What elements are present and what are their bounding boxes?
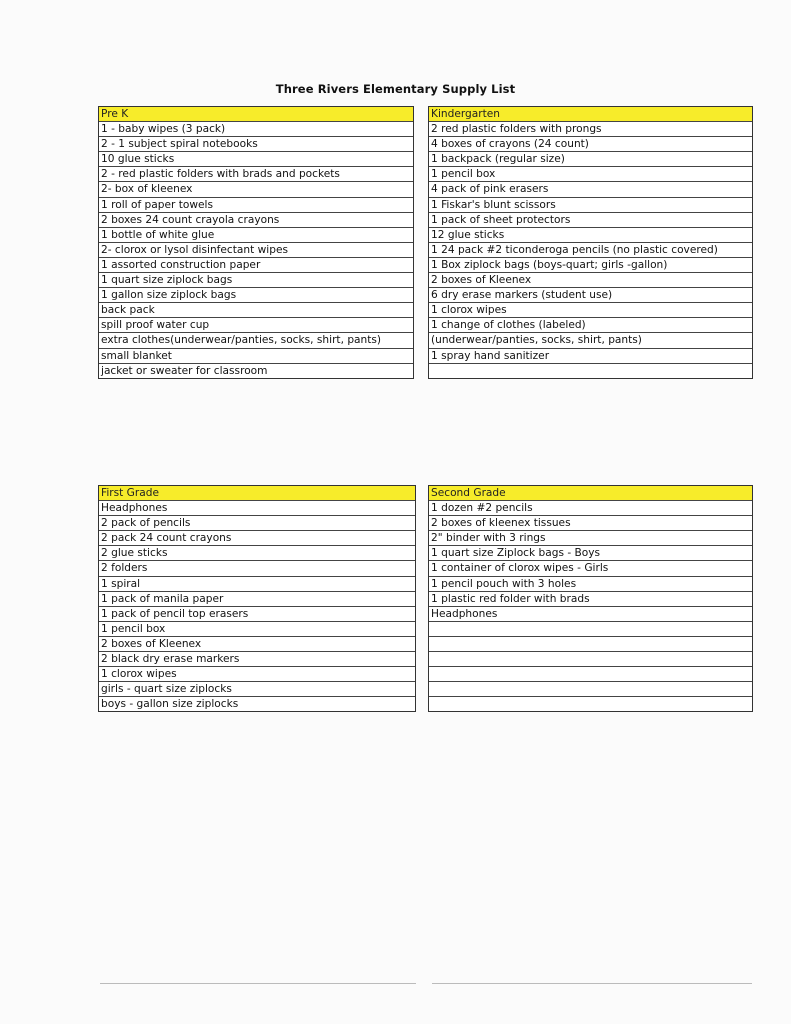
list-item: 1 change of clothes (labeled) — [429, 318, 752, 333]
list-item: 1 spiral — [99, 577, 415, 592]
list-item: 2 - red plastic folders with brads and pockets — [99, 167, 413, 182]
list-item — [429, 667, 752, 682]
list-item: 1 pencil box — [99, 622, 415, 637]
list-item: extra clothes(underwear/panties, socks, shirt, pants) — [99, 333, 413, 348]
list-item: 2 glue sticks — [99, 546, 415, 561]
list-item: 4 pack of pink erasers — [429, 182, 752, 197]
list-item: 2 boxes of kleenex tissues — [429, 516, 752, 531]
page-title: Three Rivers Elementary Supply List — [275, 82, 516, 96]
list-item: 1 assorted construction paper — [99, 258, 413, 273]
kindergarten-header: Kindergarten — [429, 107, 752, 122]
list-item — [429, 364, 752, 378]
list-item: 12 glue sticks — [429, 228, 752, 243]
list-item — [429, 652, 752, 667]
prek-header: Pre K — [99, 107, 413, 122]
first-grade-table — [98, 485, 416, 712]
list-item: boys - gallon size ziplocks — [101, 698, 239, 711]
footer-divider-left — [100, 983, 416, 984]
list-item: 1 pencil box — [429, 167, 752, 182]
list-item: 2" binder with 3 rings — [429, 531, 752, 546]
prek-table — [98, 106, 414, 379]
list-item: 2 pack of pencils — [99, 516, 415, 531]
list-item: girls - quart size ziplocks — [99, 682, 415, 697]
list-item: 10 glue sticks — [99, 152, 413, 167]
list-item: 1 bottle of white glue — [99, 228, 413, 243]
list-item: jacket or sweater for classroom — [101, 364, 268, 377]
list-item: (underwear/panties, socks, shirt, pants) — [429, 333, 752, 348]
list-item: 1 quart size ziplock bags — [99, 273, 413, 288]
list-item — [429, 637, 752, 652]
list-item: back pack — [99, 303, 413, 318]
list-item: 1 container of clorox wipes - Girls — [429, 561, 752, 576]
list-item: 1 dozen #2 pencils — [429, 501, 752, 516]
list-item: 1 Fiskar's blunt scissors — [429, 198, 752, 213]
list-item: 1 pack of sheet protectors — [429, 213, 752, 228]
list-item: 6 dry erase markers (student use) — [429, 288, 752, 303]
list-item: Headphones — [429, 607, 752, 622]
list-item: 2 black dry erase markers — [99, 652, 415, 667]
list-item: 1 pack of manila paper — [99, 592, 415, 607]
list-item: 1 clorox wipes — [99, 667, 415, 682]
list-item: 1 spray hand sanitizer — [429, 349, 752, 364]
list-item: 1 roll of paper towels — [99, 198, 413, 213]
first-grade-header: First Grade — [99, 486, 415, 501]
kindergarten-table — [428, 106, 753, 379]
list-item: 2 boxes 24 count crayola crayons — [99, 213, 413, 228]
list-item — [429, 697, 752, 711]
list-item: small blanket — [99, 349, 413, 364]
second-grade-table — [428, 485, 753, 712]
list-item: 2 boxes of Kleenex — [429, 273, 752, 288]
list-item: 1 pencil pouch with 3 holes — [429, 577, 752, 592]
list-item: 2 pack 24 count crayons — [99, 531, 415, 546]
second-grade-header: Second Grade — [429, 486, 752, 501]
footer-divider-right — [432, 983, 752, 984]
list-item: 1 pack of pencil top erasers — [99, 607, 415, 622]
list-item: 1 plastic red folder with brads — [429, 592, 752, 607]
list-item: 2 boxes of Kleenex — [99, 637, 415, 652]
list-item: 1 quart size Ziplock bags - Boys — [429, 546, 752, 561]
list-item: spill proof water cup — [99, 318, 413, 333]
list-item: 1 24 pack #2 ticonderoga pencils (no plastic covered) — [429, 243, 752, 258]
list-item: 1 gallon size ziplock bags — [99, 288, 413, 303]
list-item: 2 - 1 subject spiral notebooks — [99, 137, 413, 152]
list-item — [429, 682, 752, 697]
list-item: 1 - baby wipes (3 pack) — [99, 122, 413, 137]
list-item: 1 Box ziplock bags (boys-quart; girls -gallon) — [429, 258, 752, 273]
list-item: Headphones — [99, 501, 415, 516]
list-item — [429, 622, 752, 637]
list-item: 1 backpack (regular size) — [429, 152, 752, 167]
list-item: 2- box of kleenex — [99, 182, 413, 197]
list-item: 2 red plastic folders with prongs — [429, 122, 752, 137]
list-item: 2- clorox or lysol disinfectant wipes — [99, 243, 413, 258]
list-item: 2 folders — [99, 561, 415, 576]
list-item: 1 clorox wipes — [429, 303, 752, 318]
list-item: 4 boxes of crayons (24 count) — [429, 137, 752, 152]
